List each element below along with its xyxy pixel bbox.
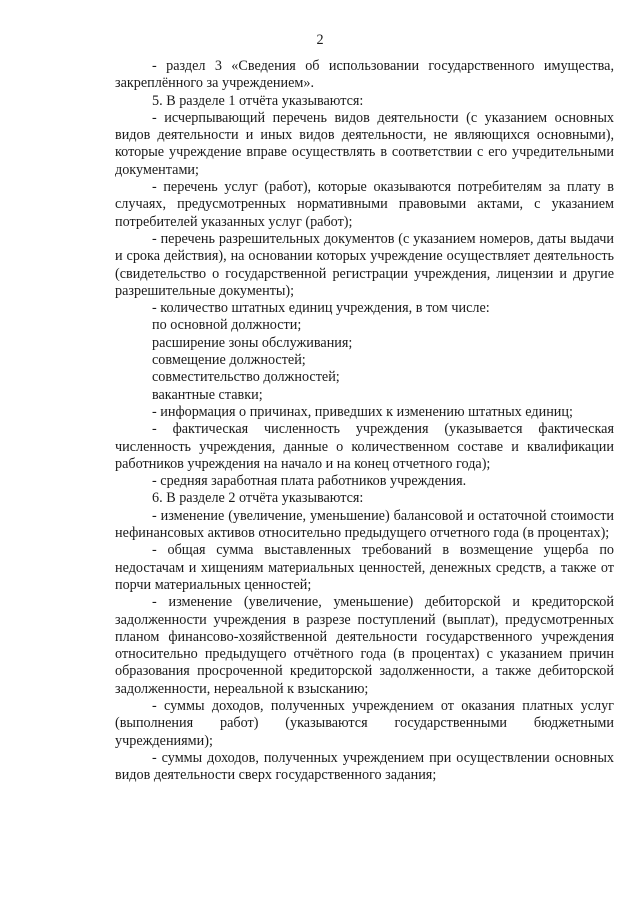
paragraph-activities-list: - исчерпывающий перечень видов деятельности (с указанием основных видов деятельности и иных видов деятельности, не являющихся основными), которые учреждение вправе осуществлять в соответствии с его учредительными документами; (115, 109, 614, 178)
paragraph-receivables-payables-change: - изменение (увеличение, уменьшение) дебиторской и кредиторской задолженности учреждения в разрезе поступлений (выплат), предусмотренных планом финансово-хозяйственной деятельности государственного учреждения относительно предыдущего отчётного года (в процентах) с указанием причин образования просроченной кредиторской задолженности, а также дебиторской задолженности, нереальной к взысканию; (115, 594, 614, 697)
paragraph-part-time-positions: совместительство должностей; (152, 369, 340, 386)
paragraph-section-3-item: - раздел 3 «Сведения об использовании государственного имущества, закреплённого за учреждением». (115, 58, 614, 92)
paragraph-vacancies: вакантные ставки; (152, 386, 263, 403)
paragraph-item-6-heading: 6. В разделе 2 отчёта указываются: (152, 490, 364, 507)
paragraph-main-position: по основной должности; (152, 317, 302, 334)
page-number: 2 (316, 32, 324, 48)
paragraph-paid-services-income: - суммы доходов, полученных учреждением от оказания платных услуг (выполнения работ) (указываются государственными бюджетными учреждениями); (115, 697, 614, 749)
paragraph-permit-documents: - перечень разрешительных документов (с указанием номеров, даты выдачи и срока действия), на основании которых учреждение осуществляет деятельность (свидетельство о государственной регистрации учреждения, лицензии и другие разрешительные документы); (115, 230, 614, 299)
paragraph-staff-units: - количество штатных единиц учреждения, в том числе: (152, 300, 490, 317)
paragraph-average-salary: - средняя заработная плата работников учреждения. (152, 473, 467, 490)
paragraph-combined-positions: совмещение должностей; (152, 352, 306, 369)
paragraph-staff-change-reasons: - информация о причинах, приведших к изменению штатных единиц; (152, 403, 573, 420)
document-body (115, 58, 614, 784)
paragraph-service-zone: расширение зоны обслуживания; (152, 334, 353, 351)
paragraph-main-activities-income: - суммы доходов, полученных учреждением при осуществлении основных видов деятельности сверх государственного задания; (115, 749, 614, 784)
paragraph-nonfinancial-assets-change: - изменение (увеличение, уменьшение) балансовой и остаточной стоимости нефинансовых активов относительно предыдущего отчетного года (в процентах); (115, 507, 614, 542)
paragraph-actual-headcount: - фактическая численность учреждения (указывается фактическая численность учреждения, данные о количественном составе и квалификации работников учреждения на начало и на конец отчетного года); (115, 421, 614, 472)
paragraph-damage-claims: - общая сумма выставленных требований в возмещение ущерба по недостачам и хищениям материальных ценностей, денежных средств, а также от порчи материальных ценностей; (115, 542, 614, 593)
paragraph-item-5-heading: 5. В разделе 1 отчёта указываются: (152, 92, 364, 109)
paragraph-paid-services-list: - перечень услуг (работ), которые оказываются потребителям за плату в случаях, предусмотренных нормативными правовыми актами, с указанием потребителей указанных услуг (работ); (115, 179, 614, 230)
